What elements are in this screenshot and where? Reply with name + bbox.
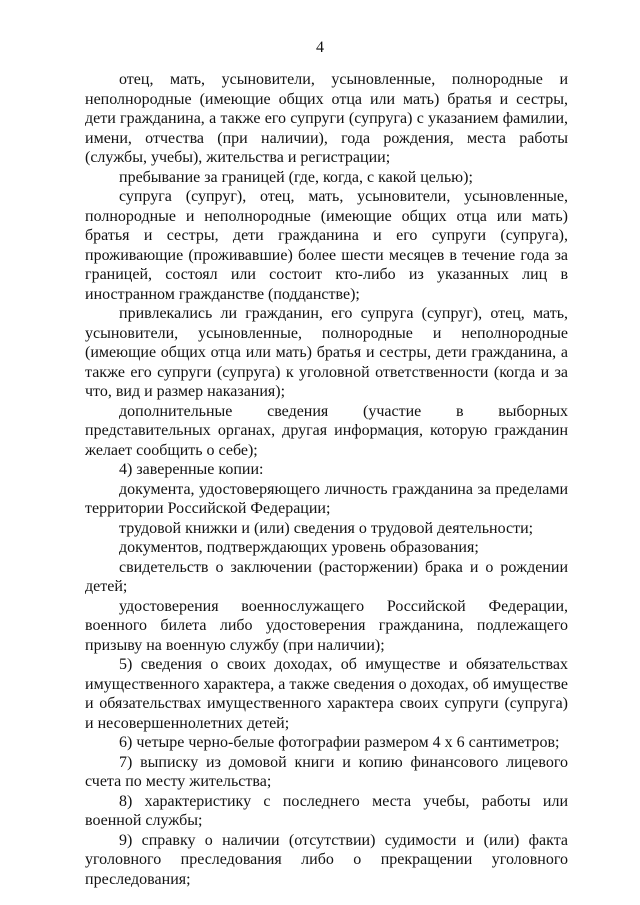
paragraph-item-4: 4) заверенные копии:: [119, 461, 264, 478]
paragraph-abroad-stay: пребывание за границей (где, когда, с какой целью);: [119, 168, 473, 186]
paragraph-item-7: 7) выписку из домовой книги и копию финансового лицевого счета по месту жительства;: [85, 753, 568, 790]
paragraph-relatives: отец, мать, усыновители, усыновленные, полнородные и неполнородные (имеющие общих отца или мать) братья и сестры, дети гражданина, а также его супруги (супруга) с указанием фамилии, имени, отчества (при наличии), года рождения, места работы (службы, учебы), жительства и регистрации;: [85, 71, 568, 166]
paragraph-item-6: 6) четыре черно-белые фотографии размером 4 х 6 сантиметров;: [119, 734, 560, 751]
paragraph-identity-document: документа, удостоверяющего личность гражданина за пределами территории Российской Федерации;: [85, 480, 568, 517]
paragraph-item-5: 5) сведения о своих доходах, об имуществе и обязательствах имущественного характера, а также сведения о доходах, об имуществе и обязательствах имущественного характера своих супруги (супруга) и несовершеннолетних детей;: [85, 656, 568, 732]
paragraph-marriage-certificates: свидетельств о заключении (расторжении) брака и о рождении детей;: [85, 558, 568, 595]
paragraph-item-8: 8) характеристику с последнего места учебы, работы или военной службы;: [85, 792, 568, 829]
page-number: 4: [316, 39, 324, 56]
document-body: [85, 70, 568, 889]
paragraph-item-9: 9) справку о наличии (отсутствии) судимости и (или) факта уголовного преследования либо о прекращении уголовного преследования;: [85, 831, 568, 888]
paragraph-relatives-abroad: супруга (супруг), отец, мать, усыновители, усыновленные, полнородные и неполнородные (имеющие общих отца или мать) братья и сестры, дети гражданина и его супруги (супруга), проживающие (проживавшие) более шести месяцев в течение года за границей, состоял или состоит кто-либо из указанных лиц в иностранном гражданстве (подданстве);: [85, 188, 568, 303]
paragraph-work-book: трудовой книжки и (или) сведения о трудовой деятельности;: [119, 519, 534, 537]
paragraph-education-documents: документов, подтверждающих уровень образования;: [119, 539, 479, 556]
paragraph-additional-info: дополнительные сведения (участие в выборных представительных органах, другая информация, которую гражданин желает сообщить о себе);: [85, 402, 568, 459]
paragraph-criminal-liability: привлекались ли гражданин, его супруга (супруг), отец, мать, усыновители, усыновленные, полнородные и неполнородные (имеющие общих отца или мать) братья и сестры, дети гражданина, а также его супруги (супруга) к уголовной ответственности (когда и за что, вид и размер наказания);: [85, 305, 568, 400]
paragraph-military-id: удостоверения военнослужащего Российской Федерации, военного билета либо удостоверения гражданина, подлежащего призыву на военную службу (при наличии);: [85, 597, 568, 654]
